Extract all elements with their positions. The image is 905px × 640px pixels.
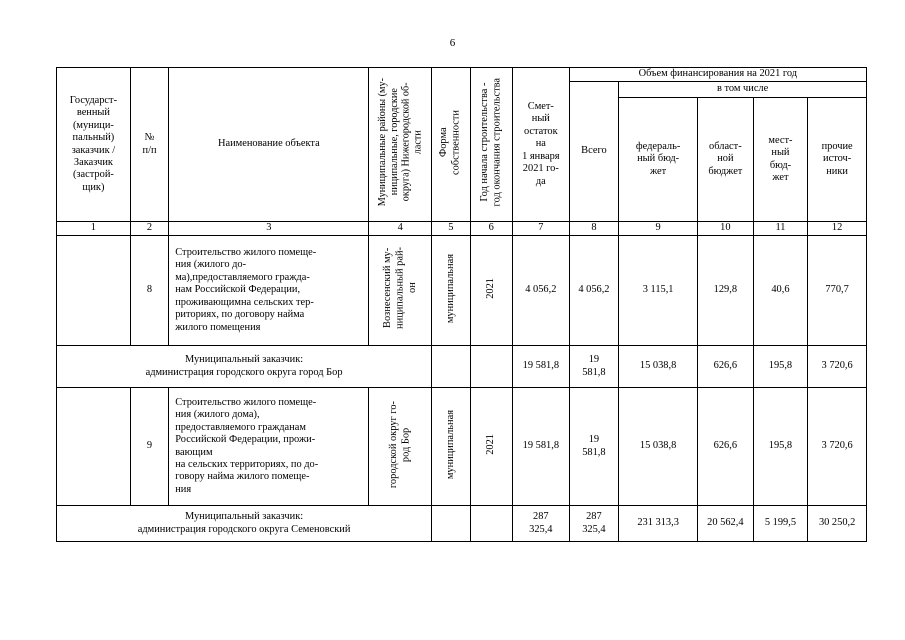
total: 19 581,8 [569, 346, 619, 388]
regional-budget: 129,8 [698, 236, 754, 346]
header-other: прочие источ- ники [808, 98, 867, 222]
regional-budget: 626,6 [698, 346, 754, 388]
other-sources: 3 720,6 [808, 388, 867, 506]
col-num: 5 [432, 222, 470, 236]
construction-year: 2021 [470, 236, 512, 346]
header-num: № п/п [130, 68, 168, 222]
table-row [57, 388, 867, 506]
row-number: 9 [130, 388, 168, 506]
ownership: муниципальная [432, 388, 470, 506]
col-num: 11 [753, 222, 808, 236]
other-sources: 30 250,2 [808, 506, 867, 542]
header-ownership: Форма собственности [432, 68, 470, 222]
district: Вознесенский му- ниципальный рай- он [369, 236, 432, 346]
estimated-balance: 19 581,8 [513, 346, 570, 388]
object-name: Строительство жилого помеще- ния (жилого дома), предоставляемого гражданам Российской Федерации, прожи- вающим на сельских территориях, по до- говору найма жилого помеще- ния [169, 388, 369, 506]
col-num: 12 [808, 222, 867, 236]
construction-year: 2021 [470, 388, 512, 506]
ownership: муниципальная [432, 236, 470, 346]
customer-label: Муниципальный заказчик: администрация городского округа Семеновский [57, 506, 432, 542]
total: 287 325,4 [569, 506, 619, 542]
col-num: 6 [470, 222, 512, 236]
header-financing-2021: Объем финансирования на 2021 год [569, 68, 866, 82]
customer-label: Муниципальный заказчик: администрация городского округа город Бор [57, 346, 432, 388]
federal-budget: 3 115,1 [619, 236, 698, 346]
col-num: 10 [698, 222, 754, 236]
financing-table [56, 67, 867, 542]
total: 4 056,2 [569, 236, 619, 346]
other-sources: 770,7 [808, 236, 867, 346]
col-num: 9 [619, 222, 698, 236]
customer-cell [57, 236, 131, 346]
header-object-name: Наименование объекта [169, 68, 369, 222]
federal-budget: 15 038,8 [619, 346, 698, 388]
total: 19 581,8 [569, 388, 619, 506]
customer-row [57, 506, 867, 542]
local-budget: 40,6 [753, 236, 808, 346]
estimated-balance: 4 056,2 [513, 236, 570, 346]
regional-budget: 20 562,4 [698, 506, 754, 542]
col-num: 3 [169, 222, 369, 236]
table-row [57, 236, 867, 346]
estimated-balance: 287 325,4 [513, 506, 570, 542]
object-name: Строительство жилого помеще- ния (жилого до- ма),предоставляемого гражда- нам Российской Федерации, проживающимна сельских тер- риториях, по договору найма жилого помещения [169, 236, 369, 346]
page-number: 6 [449, 37, 456, 49]
header-regional: област- ной бюджет [698, 98, 754, 222]
header-total: Всего [569, 82, 619, 222]
column-numbers-row [57, 222, 867, 236]
customer-row [57, 346, 867, 388]
col-num: 4 [369, 222, 432, 236]
regional-budget: 626,6 [698, 388, 754, 506]
col-num: 2 [130, 222, 168, 236]
header-local: мест- ный бюд- жет [753, 98, 808, 222]
header-estimated-balance: Смет- ный остаток на 1 января 2021 го- да [513, 68, 570, 222]
header-districts: Муниципальные районы (му- ниципальные, городские округа) Нижегородской об- ласти [369, 68, 432, 222]
col-num: 8 [569, 222, 619, 236]
header-including: в том числе [619, 82, 867, 98]
local-budget: 195,8 [753, 388, 808, 506]
header-years: Год начала строительства - год окончания строительства [470, 68, 512, 222]
header-customer: Государст- венный (муници- пальный) заказчик / Заказчик (застрой- щик) [57, 68, 131, 222]
row-number: 8 [130, 236, 168, 346]
local-budget: 5 199,5 [753, 506, 808, 542]
col-num: 7 [513, 222, 570, 236]
estimated-balance: 19 581,8 [513, 388, 570, 506]
district: городской округ го- род Бор [369, 388, 432, 506]
federal-budget: 231 313,3 [619, 506, 698, 542]
federal-budget: 15 038,8 [619, 388, 698, 506]
customer-cell [57, 388, 131, 506]
other-sources: 3 720,6 [808, 346, 867, 388]
header-federal: федераль- ный бюд- жет [619, 98, 698, 222]
col-num: 1 [57, 222, 131, 236]
local-budget: 195,8 [753, 346, 808, 388]
